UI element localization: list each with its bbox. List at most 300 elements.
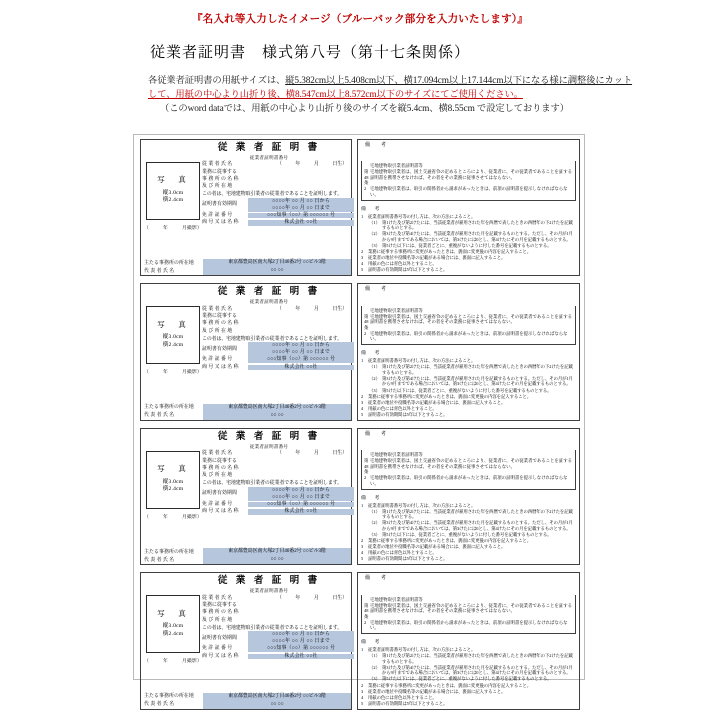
remarks-law-item-text: 宅地建物取引業者は、取引の関係者から請求があったときは、前項の証明書を提示しなければならない。 [370, 186, 568, 197]
birthdate-day: 日生） [332, 451, 348, 457]
birthdate-paren: （ [276, 595, 282, 601]
representative-value: ○○ ○○ [203, 701, 351, 709]
remarks-law-item [364, 331, 573, 342]
valid-period-to: ○○○○年 ○○ 月 ○○ 日まで [271, 350, 331, 356]
photo-height: 縦3.0cm [162, 334, 184, 341]
certificate-body [141, 451, 351, 549]
intro-line-2 [148, 88, 720, 102]
remarks-heading: 備 考 [365, 287, 390, 293]
head-office-value: 東京都豊島区南大塚2丁目46番2号 ○○ビル3階 [203, 404, 351, 412]
remarks-note-item [361, 695, 576, 701]
remarks-law-item-number: 2 [364, 186, 367, 192]
remarks-subnote-item [369, 676, 576, 682]
card-row [134, 279, 584, 423]
remarks-law-item-number: 2 [364, 475, 367, 481]
representative-label: 代 表 者 氏 名 [144, 557, 175, 563]
remarks-law-item [364, 308, 573, 314]
remarks-subnote-number: （2） [369, 231, 380, 237]
remarks-subnote-text: 第1けた及び第2けたには、当該従業者が雇用された年を西暦で表したときの西暦年の下2けたを記載するものとする。 [382, 364, 573, 375]
photo-height: 縦3.0cm [162, 189, 184, 196]
valid-period-label: 証明書有効期間 [202, 635, 237, 641]
birthdate-paren: （ [276, 451, 282, 457]
office-label-1: 業務に従事する [202, 458, 237, 464]
field-representative [141, 556, 351, 564]
remarks-law-item [364, 163, 573, 169]
remarks-law-item [364, 452, 573, 458]
remarks-law-item [364, 458, 573, 475]
remarks-law-item-text: 宅地建物取引業者は、取引の関係者から請求があったときは、前項の証明書を提示しなければならない。 [370, 475, 568, 486]
remarks-note-text: 従業者の地位や役職名等の記載がある場合には、裏面に記入すること。 [368, 544, 506, 550]
valid-period-from: ○○○○年 ○○ 月 ○○ 日から [271, 487, 331, 493]
field-license-number [202, 212, 354, 219]
remarks-subnote-wrapper [361, 376, 576, 387]
photo-width: 横2.4cm [162, 630, 184, 637]
employee-name-label-text: 従 業 者 氏 名 [202, 306, 233, 312]
head-office-value: 東京都豊島区南大塚2丁目46番2号 ○○ビル3階 [203, 259, 351, 267]
photo-date-month: 月撮影） [182, 514, 202, 520]
remarks-subnote-item [369, 220, 576, 231]
head-office-label: 主たる事務所の所在地 [144, 694, 194, 700]
remarks-panel [357, 283, 580, 420]
birthdate-day: 日生） [332, 162, 348, 168]
remarks-law-item [364, 603, 573, 620]
valid-period-label: 証明書有効期間 [202, 202, 237, 208]
remarks-subnote-text: 第1けた及び第2けたには、当該従業者が雇用された年を西暦で表したときの西暦年の下2けたを記載するものとする。 [382, 219, 573, 231]
license-number-label: 免 許 証 番 号 [202, 357, 233, 363]
remarks-subnote-wrapper [361, 653, 576, 664]
certificate-body [141, 306, 351, 404]
remarks-subnote-number: （3） [369, 531, 380, 537]
remarks-law-item-text: 宅地建物取引業者は、国土交通省令の定めるところにより、従業者に、その従業者であることを証する証明書を携帯させなければ、その者をその業務に従事させてはならない。 [370, 169, 572, 180]
photo-width: 横2.4cm [162, 486, 184, 493]
remarks-subnote-wrapper [361, 532, 576, 538]
certificate-number-label: 従業者証明書番号 [249, 443, 289, 449]
field-office-line-2 [202, 465, 354, 472]
remarks-note-number: 5 [361, 700, 364, 706]
remarks-note-text: 用紙の色には青色以外とすること。 [368, 261, 437, 267]
remarks-notes-section [361, 207, 576, 274]
field-office-line-3 [202, 183, 354, 190]
valid-period-to: ○○○○年 ○○ 月 ○○ 日まで [271, 639, 331, 645]
remarks-note-text: 証明書の有効期間は5年以下とすること。 [368, 267, 448, 273]
field-employee-name [202, 595, 354, 602]
valid-period-label: 証明書有効期間 [202, 346, 237, 352]
birthdate-slot [270, 596, 354, 601]
license-number-label: 免 許 証 番 号 [202, 213, 233, 218]
valid-period-from: ○○○○年 ○○ 月 ○○ 日から [271, 343, 331, 349]
remarks-law-item [364, 597, 573, 603]
remarks-subnote-text: 第3けた及び第4けたには、当該従業者が雇用された月を記載するものとする。ただし、その月が1月から9月までである場合においては、第3けたには0とし、第4けたにその月を記載するものとする。 [382, 375, 573, 387]
certification-statement: この者は、宅地建物取引業者の従業者であることを証明します。 [202, 481, 342, 487]
remarks-note-number: 4 [361, 694, 364, 700]
license-number-label: 免 許 証 番 号 [202, 646, 233, 652]
remarks-law-item-text: 宅地建物取引業者証明書等 [370, 307, 423, 313]
valid-period-values [248, 631, 354, 645]
red-notice-banner: 『名入れ等入力したイメージ（ブルーバック部分を入力いたします）』 [192, 14, 528, 25]
license-number-value: ○○○知事（○○）第 ○○○○○○ 号 [248, 357, 354, 362]
field-license-number [202, 646, 354, 653]
representative-value: ○○ ○○ [203, 556, 351, 564]
remarks-law-item [364, 475, 573, 486]
photo-placeholder [146, 451, 200, 509]
certificate-body [141, 595, 351, 693]
valid-period-from: ○○○○年 ○○ 月 ○○ 日から [271, 632, 331, 638]
employee-name-label-text: 従 業 者 氏 名 [202, 451, 233, 457]
card-row [134, 135, 584, 279]
remarks-note-text: 証明書の有効期間は5年以下とすること。 [368, 411, 448, 417]
card-row [134, 568, 584, 712]
birthdate-year: 年 [295, 162, 301, 168]
remarks-note-item [361, 249, 576, 255]
remarks-subnote-text: 第3けた及び第4けたには、当該従業者が雇用された月を記載するものとする。ただし、その月が1月から9月までである場合においては、第3けたには0とし、第4けたにその月を記載するものとする。 [382, 520, 573, 531]
remarks-note-item [361, 255, 576, 261]
remarks-note-number: 3 [361, 688, 364, 694]
remarks-note-item [361, 503, 576, 509]
field-license-number [202, 501, 354, 508]
employee-certificate [140, 572, 352, 709]
remarks-note-number: 2 [361, 249, 364, 255]
remarks-notes-heading: 備 考 [361, 351, 382, 357]
remarks-subnote-text: 第3けた及び第4けたには、当該従業者が雇用された月を記載するものとする。ただし、その月が1月から9月までである場合においては、第3けたには0とし、第4けたにその月を記載するものとする。 [382, 231, 573, 242]
photo-date-year: 年 [163, 659, 168, 665]
photo-height: 縦3.0cm [162, 478, 184, 485]
field-company-name [202, 508, 354, 515]
remarks-subnote-item [369, 653, 576, 664]
remarks-note-text: 用紙の色には青色以外とすること。 [368, 550, 437, 556]
remarks-note-number: 4 [361, 405, 364, 411]
remarks-subnote-wrapper [361, 520, 576, 531]
birthdate-slot [270, 451, 354, 456]
remarks-note-number: 5 [361, 556, 364, 562]
company-name-label: 商 号 又 は 名 称 [202, 220, 239, 226]
field-employee-name [202, 162, 354, 169]
remarks-law-item-text: 宅地建物取引業者は、取引の関係者から請求があったときは、前項の証明書を提示しなければならない。 [370, 330, 568, 342]
field-license-number [202, 357, 354, 364]
birthdate-year: 年 [295, 306, 301, 312]
photo-placeholder [146, 162, 200, 220]
office-label-1: 業務に従事する [202, 314, 237, 320]
fields-column [202, 162, 356, 260]
field-valid-period [202, 198, 354, 212]
birthdate-month: 月 [313, 162, 319, 168]
field-office-line-1 [202, 169, 354, 176]
birthdate-month: 月 [313, 451, 319, 457]
remarks-subnote-item [369, 388, 576, 394]
remarks-note-item [361, 683, 576, 689]
field-representative [141, 701, 351, 709]
remarks-notes-section [361, 351, 576, 418]
remarks-note-number: 2 [361, 393, 364, 399]
remarks-note-text: 業務に従事する事務所に変更があったときは、裏面に変更後の内容を記入すること。 [368, 393, 532, 399]
remarks-note-text: 業務に従事する事務所に変更があったときは、裏面に変更後の内容を記入すること。 [368, 538, 532, 544]
head-office-value: 東京都豊島区南大塚2丁目46番2号 ○○ビル3階 [203, 693, 351, 701]
birthdate-paren: （ [276, 306, 282, 312]
remarks-note-number: 1 [361, 358, 364, 364]
intro-line-1 [148, 74, 720, 88]
field-company-name [202, 364, 354, 371]
remarks-law-item-text: 宅地建物取引業者は、国土交通省令の定めるところにより、従業者に、その従業者であることを証する証明書を携帯させなければ、その者をその業務に従事させてはならない。 [370, 313, 572, 325]
remarks-subnote-text: 第1けた及び第2けたには、当該従業者が雇用された年を西暦で表したときの西暦年の下2けたを記載するものとする。 [382, 653, 573, 664]
photo-date-row [144, 515, 202, 520]
photo-date-row [144, 226, 202, 231]
remarks-subnote-item [369, 231, 576, 242]
photo-date-paren: （ [144, 659, 149, 665]
remarks-note-item [361, 400, 576, 406]
remarks-subnote-item [369, 509, 576, 520]
remarks-subnote-item [369, 376, 576, 387]
photo-column [141, 451, 202, 549]
photo-width: 横2.4cm [162, 341, 184, 348]
field-office-line-3 [202, 328, 354, 335]
remarks-note-number: 4 [361, 550, 364, 556]
employee-name-label [202, 596, 248, 601]
photo-column [141, 595, 202, 693]
remarks-subnote-wrapper [361, 364, 576, 375]
remarks-heading: 備 考 [365, 143, 390, 148]
remarks-subnote-item [369, 532, 576, 538]
remarks-note-text: 従業者証明書番号等の付し方は、次の方法によること。 [368, 502, 476, 508]
remarks-note-item [361, 394, 576, 400]
birthdate-year: 年 [295, 451, 301, 457]
certification-statement: この者は、宅地建物取引業者の従業者であることを証明します。 [202, 192, 342, 198]
photo-label: 写 真 [157, 608, 189, 618]
field-office-line-3 [202, 472, 354, 479]
remarks-law-item [364, 186, 573, 197]
photo-date-paren: （ [144, 225, 149, 231]
license-number-value: ○○○知事（○○）第 ○○○○○○ 号 [248, 213, 354, 218]
office-label-3: 及 び 所 在 地 [202, 328, 233, 334]
fields-column [202, 451, 356, 549]
remarks-law-item-number: 2 [364, 619, 367, 625]
remarks-law-item-number: 第48条 [364, 169, 369, 186]
photo-date-year: 年 [163, 514, 168, 520]
photo-column [141, 162, 202, 260]
remarks-note-text: 証明書の有効期間は5年以下とすること。 [368, 700, 448, 706]
remarks-law-item-text: 宅地建物取引業者は、国土交通省令の定めるところにより、従業者に、その従業者であることを証する証明書を携帯させなければ、その者をその業務に従事させてはならない。 [370, 602, 572, 614]
remarks-note-text: 従業者証明書番号等の付し方は、次の方法によること。 [368, 358, 476, 364]
remarks-subnote-number: （1） [369, 364, 380, 370]
field-representative [141, 267, 351, 275]
remarks-note-item [361, 261, 576, 267]
field-valid-period [202, 342, 354, 356]
remarks-law-item-number: 第48条 [364, 458, 369, 475]
remarks-notes-section [361, 640, 576, 707]
photo-height: 縦3.0cm [162, 623, 184, 630]
remarks-subnote-item [369, 665, 576, 676]
representative-value: ○○ ○○ [203, 412, 351, 420]
fields-column [202, 595, 356, 693]
certificate-number-label: 従業者証明書番号 [249, 588, 289, 593]
representative-label: 代 表 者 氏 名 [144, 702, 175, 708]
valid-period-values [248, 487, 354, 501]
document-header [0, 0, 720, 117]
company-name-value: 株式会社 ○○社 [248, 220, 354, 225]
remarks-notes-list [361, 647, 576, 706]
remarks-subnote-number: （1） [369, 219, 380, 225]
remarks-law-item-text: 宅地建物取引業者証明書等 [370, 452, 423, 458]
remarks-subnote-number: （1） [369, 508, 380, 514]
remarks-subnote-wrapper [361, 243, 576, 249]
remarks-subnote-wrapper [361, 509, 576, 520]
field-company-name [202, 653, 354, 660]
remarks-subnote-text: 第5けた以下には、従業者ごとに、重複がないように付した番号を記載するものとする。 [382, 243, 552, 249]
remarks-law-box [361, 306, 576, 346]
certificate-title: 従 業 者 証 明 書 [217, 286, 321, 298]
field-head-office [141, 259, 351, 267]
representative-value: ○○ ○○ [203, 267, 351, 275]
remarks-note-item [361, 544, 576, 550]
office-label-1: 業務に従事する [202, 169, 237, 175]
office-label-2: 事 務 所 の 名 称 [202, 176, 239, 182]
birthdate-paren: （ [276, 162, 282, 168]
remarks-subnote-text: 第5けた以下には、従業者ごとに、重複がないように付した番号を記載するものとする。 [382, 531, 552, 537]
remarks-subnote-text: 第3けた及び第4けたには、当該従業者が雇用された月を記載するものとする。ただし、その月が1月から9月までである場合においては、第3けたには0とし、第4けたにその月を記載するものとする。 [382, 664, 573, 676]
remarks-notes-heading: 備 考 [361, 495, 382, 501]
remarks-subnote-item [369, 364, 576, 375]
remarks-law-box [361, 450, 576, 490]
photo-label: 写 真 [157, 319, 189, 329]
employee-name-label [202, 162, 248, 167]
remarks-note-number: 2 [361, 682, 364, 688]
remarks-law-box [361, 595, 576, 635]
photo-date-paren: （ [144, 514, 149, 520]
remarks-note-text: 証明書の有効期間は5年以下とすること。 [368, 556, 448, 562]
remarks-note-item [361, 550, 576, 556]
remarks-law-item-number: 2 [364, 330, 367, 336]
office-label-2: 事 務 所 の 名 称 [202, 321, 239, 327]
remarks-note-text: 用紙の色には青色以外とすること。 [368, 694, 437, 700]
valid-period-label: 証明書有効期間 [202, 491, 237, 497]
employee-name-label [202, 307, 248, 312]
birthdate-slot [270, 162, 354, 167]
intro-paragraph [0, 74, 720, 117]
valid-period-from: ○○○○年 ○○ 月 ○○ 日から [271, 198, 331, 204]
fields-column [202, 306, 356, 404]
office-label-2: 事 務 所 の 名 称 [202, 610, 239, 616]
certificate-number-label: 従業者証明書番号 [249, 154, 289, 160]
remarks-panel [357, 428, 580, 565]
remarks-notes-list [361, 214, 576, 273]
remarks-subnote-item [369, 520, 576, 531]
remarks-note-text: 従業者証明書番号等の付し方は、次の方法によること。 [368, 213, 476, 219]
remarks-heading: 備 考 [365, 431, 390, 437]
head-office-label: 主たる事務所の所在地 [144, 405, 194, 411]
remarks-note-number: 3 [361, 255, 364, 261]
remarks-law-item-number: 第48条 [364, 313, 369, 330]
remarks-subnote-wrapper [361, 388, 576, 394]
company-name-label: 商 号 又 は 名 称 [202, 364, 239, 370]
valid-period-to: ○○○○年 ○○ 月 ○○ 日まで [271, 205, 331, 211]
remarks-notes-list [361, 503, 576, 562]
employee-name-label-text: 従 業 者 氏 名 [202, 595, 233, 601]
remarks-subnote-text: 第5けた以下には、従業者ごとに、重複がないように付した番号を記載するものとする。 [382, 676, 552, 682]
photo-width: 横2.4cm [162, 197, 184, 204]
field-office-line-1 [202, 313, 354, 320]
certificate-title: 従 業 者 証 明 書 [217, 575, 321, 587]
remarks-subnote-text: 第5けた以下には、従業者ごとに、重複がないように付した番号を記載するものとする。 [382, 387, 552, 393]
certificate-title: 従 業 者 証 明 書 [217, 430, 321, 442]
remarks-note-text: 業務に従事する事務所に変更があったときは、裏面に変更後の内容を記入すること。 [368, 249, 532, 255]
company-name-value: 株式会社 ○○社 [248, 365, 354, 370]
license-number-label: 免 許 証 番 号 [202, 501, 233, 507]
birthdate-slot [270, 307, 354, 312]
employee-name-label-text: 従 業 者 氏 名 [202, 162, 233, 168]
field-employee-name [202, 306, 354, 313]
remarks-note-item [361, 267, 576, 273]
remarks-note-number: 3 [361, 399, 364, 405]
license-number-value: ○○○知事（○○）第 ○○○○○○ 号 [248, 502, 354, 507]
remarks-note-number: 1 [361, 213, 364, 219]
company-name-label: 商 号 又 は 名 称 [202, 653, 239, 659]
remarks-subnote-text: 第1けた及び第2けたには、当該従業者が雇用された年を西暦で表したときの西暦年の下2けたを記載するものとする。 [382, 508, 573, 520]
remarks-law-item-text: 宅地建物取引業者は、国土交通省令の定めるところにより、従業者に、その従業者であることを証する証明書を携帯させなければ、その者をその業務に従事させてはならない。 [370, 458, 572, 469]
card-row [134, 424, 584, 568]
field-valid-period [202, 631, 354, 645]
office-label-3: 及 び 所 在 地 [202, 617, 233, 623]
remarks-note-item [361, 412, 576, 418]
remarks-law-item-number: 第48条 [364, 602, 369, 619]
field-office-line-2 [202, 609, 354, 616]
office-label-3: 及 び 所 在 地 [202, 184, 233, 190]
company-name-label: 商 号 又 は 名 称 [202, 509, 239, 515]
remarks-subnote-number: （3） [369, 243, 380, 249]
remarks-heading: 備 考 [365, 576, 390, 582]
remarks-note-text: 業務に従事する事務所に変更があったときは、裏面に変更後の内容を記入すること。 [368, 682, 532, 688]
head-office-label: 主たる事務所の所在地 [144, 260, 194, 266]
photo-date-row [144, 659, 202, 664]
birthdate-month: 月 [313, 306, 319, 312]
remarks-note-number: 4 [361, 261, 364, 267]
birthdate-day: 日生） [332, 595, 348, 601]
photo-date-paren: （ [144, 370, 149, 376]
valid-period-to: ○○○○年 ○○ 月 ○○ 日まで [271, 494, 331, 500]
birthdate-year: 年 [295, 595, 301, 601]
field-valid-period [202, 487, 354, 501]
remarks-note-item [361, 538, 576, 544]
office-label-2: 事 務 所 の 名 称 [202, 465, 239, 471]
certification-statement: この者は、宅地建物取引業者の従業者であることを証明します。 [202, 625, 342, 631]
employee-certificate [140, 428, 352, 565]
employee-name-label [202, 451, 248, 456]
field-office-line-2 [202, 320, 354, 327]
remarks-note-text: 従業者の地位や役職名等の記載がある場合には、裏面に記入すること。 [368, 688, 506, 694]
office-label-1: 業務に従事する [202, 603, 237, 609]
remarks-subnote-wrapper [361, 676, 576, 682]
remarks-note-number: 1 [361, 502, 364, 508]
intro-line-1-underlined: 縦5.382cm以上5.408cm以下、横17.094cm以上17.144cm以下になる様に調整後にカット [285, 75, 633, 86]
certificate-body [141, 162, 351, 260]
field-head-office [141, 693, 351, 701]
remarks-subnote-item [369, 243, 576, 249]
certification-statement: この者は、宅地建物取引業者の従業者であることを証明します。 [202, 336, 342, 342]
remarks-panel [357, 572, 580, 709]
office-label-3: 及 び 所 在 地 [202, 473, 233, 479]
employee-certificate [140, 283, 352, 420]
remarks-subnote-wrapper [361, 220, 576, 231]
remarks-note-text: 従業者の地位や役職名等の記載がある場合には、裏面に記入すること。 [368, 399, 506, 405]
remarks-subnote-wrapper [361, 231, 576, 242]
remarks-note-item [361, 689, 576, 695]
field-office-line-3 [202, 617, 354, 624]
remarks-law-item [364, 620, 573, 631]
company-name-value: 株式会社 ○○社 [248, 509, 354, 514]
remarks-note-item [361, 701, 576, 707]
remarks-note-number: 3 [361, 544, 364, 550]
photo-date-year: 年 [163, 370, 168, 376]
employee-certificate [140, 139, 352, 276]
remarks-note-number: 2 [361, 538, 364, 544]
remarks-subnote-number: （3） [369, 387, 380, 393]
